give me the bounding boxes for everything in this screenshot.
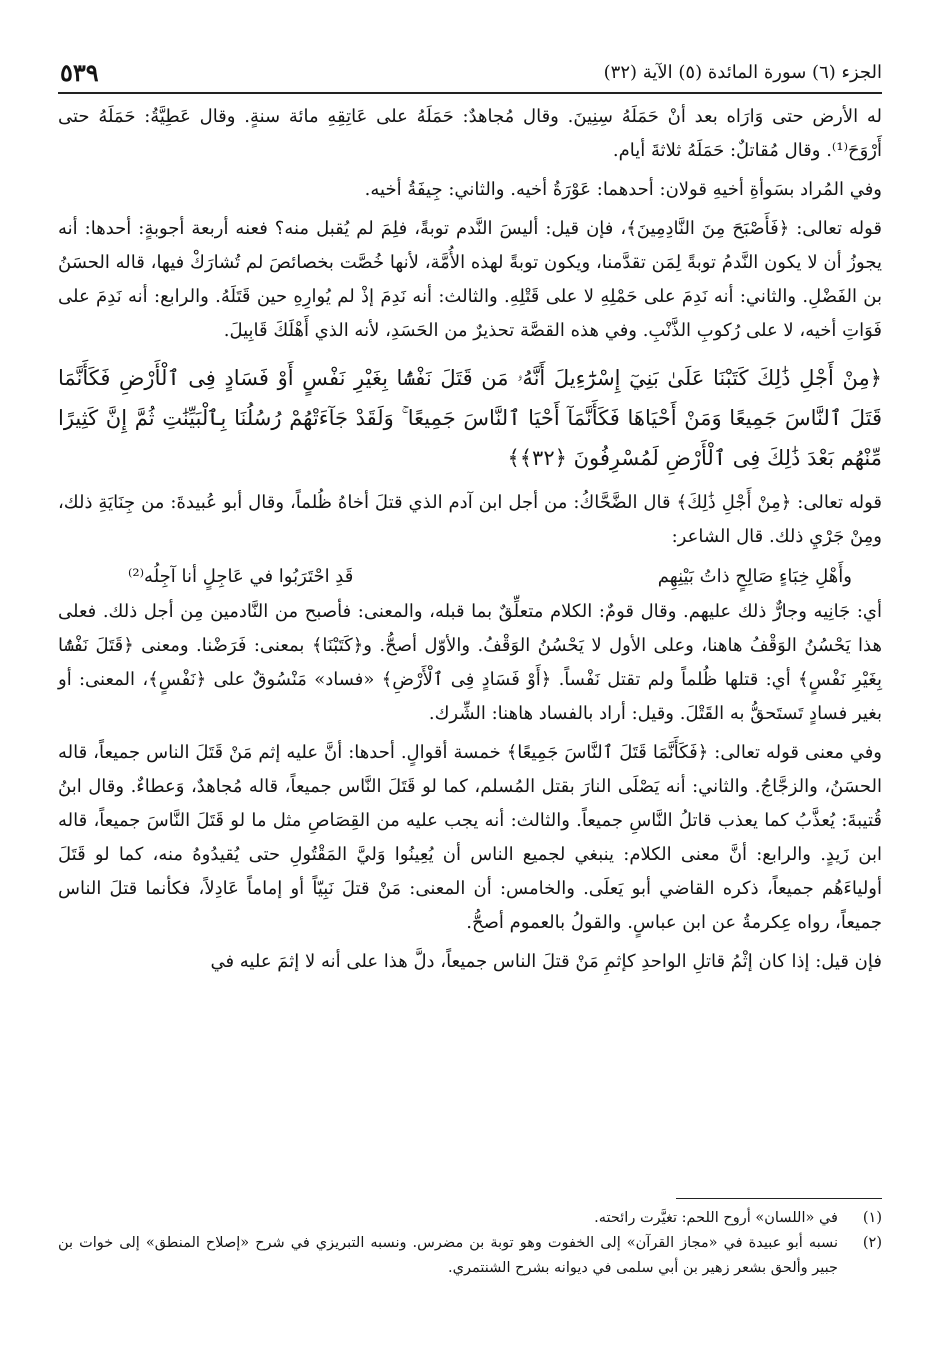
footnote-number: (١) [862, 1210, 882, 1226]
paragraph: له الأرض حتى وَارَاه بعد أنْ حَمَلَهُ سِنِينَ. وقال مُجاهدٌ: حَمَلَهُ على عَاتِقِهِ مائة سنةٍ. وقال عَطِيَّةُ: حَمَلَهُ حتى أَرْوَحَ⁽¹⁾. وقال مُقاتلٌ: حَمَلَهُ ثلاثةَ أيام. [58, 106, 882, 161]
footnote-rule [676, 1198, 882, 1199]
poem-hemistich-first: وأَهْلِ خِبَاءٍ صَالِحٍ ذاتُ بَيْنِهِم [657, 566, 852, 587]
quran-verse: ﴿مِنْ أَجْلِ ذَٰلِكَ كَتَبْنَا عَلَىٰ بَنِيٓ إِسْرَٰٓءِيلَ أَنَّهُۥ مَن قَتَلَ نَفْسًۢا بِغَيْرِ نَفْسٍ أَوْ فَسَادٍ فِى ٱلْأَرْضِ فَكَأَنَّمَا قَتَلَ ٱلنَّاسَ جَمِيعًا وَمَنْ أَحْيَاهَا فَكَأَنَّمَآ أَحْيَا ٱلنَّاسَ جَمِيعًا ۚ وَلَقَدْ جَآءَتْهُمْ رُسُلُنَا بِٱلْبَيِّنَٰتِ ثُمَّ إِنَّ كَثِيرًا مِّنْهُم بَعْدَ ذَٰلِكَ فِى ٱلْأَرْضِ لَمُسْرِفُونَ ﴿٣٢﴾﴾ [58, 366, 882, 470]
paragraph: فإن قيل: إذا كان إثْمُ قاتلِ الواحدِ كإثمِ مَنْ قتلَ الناس جميعاً، دلَّ هذا على أنه لا إثمَ عليه في [210, 951, 882, 972]
running-header-title: الجزء (٦) سورة المائدة (٥) الآية (٣٢) [603, 62, 882, 83]
paragraph: قوله تعالى: ﴿فَأَصْبَحَ مِنَ النَّادِمِينَ﴾، فإن قيل: أليسَ النَّدم توبةً، فلِمَ لم يُقبل منه؟ فعنه أربعة أجوبةٍ: أحدها: أنه يجوزُ أن لا يكون النَّدمُ توبةً لِمَن تقدَّمنا، ويكون توبةً لهذه الأُمَّة، لأنها خُصَّت بخصائصَ لم تُشارَكْ فيها، قاله الحسَنُ بن الفَضْلِ. والثاني: أنه نَدِمَ على حَمْلِهِ لا على قَتْلِهِ. والثالث: أنه نَدِمَ إذْ لم يُوارِهِ حين قَتَلَهُ. والرابع: أنه نَدِمَ على فَوَاتِ أخيه، لا على رُكوبِ الذَّنْبِ. وفي هذه القصَّة تحذيرٌ من الحَسَدِ، لأنه الذي أَهْلَكَ قَابِيلَ. [58, 218, 882, 341]
footnote [58, 1231, 882, 1281]
footnote-number: (٢) [862, 1235, 882, 1251]
page-header [58, 58, 882, 90]
footnote [58, 1206, 882, 1231]
paragraph: أي: جَانِيه وجارٌّ ذلك عليهم. وقال قومٌ: الكلام متعلِّقٌ بما قبله، والمعنى: فأصبح من النَّادمين مِن أجل ذلك. فعلى هذا يَحْسُنُ الوَقْفُ هاهنا، وعلى الأول لا يَحْسُنُ الوَقْفُ. والأوّل أصحُّ. و﴿كَتَبْنَا﴾ بمعنى: فَرَضْنا. ومعنى ﴿قَتَلَ نَفْسًۢا بِغَيْرِ نَفْسٍ﴾ أي: قتلها ظُلماً ولم تقتل نَفْساً. ﴿أَوْ فَسَادٍ فِى ٱلْأَرْضِ﴾ «فساد» مَنْسُوقٌ على ﴿نَفْسٍ﴾، المعنى: أو بغير فسادٍ تَستَحقُّ به القَتْلَ. وقيل: أراد بالفساد هاهنا: الشِّرك. [58, 601, 882, 724]
footnote-text: نسبه أبو عبيدة في «مجاز القرآن» إلى الخفوت وهو توبة بن مضرس. ونسبه التبريزي في شرح «إصلاح المنطق» إلى خوات بن جبير وألحق بشعر زهير بن أبي سلمى في ديوانه بشرح الشنتمري. [58, 1235, 838, 1276]
paragraph: وفي المُراد بسَوأةِ أخيهِ قولان: أحدهما: عَوْرَةُ أخيه. والثاني: جِيفَةُ أخيه. [364, 179, 882, 200]
paragraph: قوله تعالى: ﴿مِنْ أَجْلِ ذَٰلِكَ﴾ قال الضَّحَّاكُ: من أجل ابن آدم الذي قتلَ أخاهُ ظُلماً، وقال أبو عُبيدةَ: من جِنَايَةِ ذلك، ومِنْ جَرْيِ ذلك. قال الشاعر: [58, 492, 882, 547]
poem-hemistich-second: قَدِ احْتَرَبُوا في عَاجِلٍ أنا آجِلُه⁽²⁾ [128, 566, 354, 587]
footnotes [58, 1206, 882, 1281]
paragraph: وفي معنى قوله تعالى: ﴿فَكَأَنَّمَا قَتَلَ ٱلنَّاسَ جَمِيعًا﴾ خمسة أقوالٍ. أحدها: أنَّ عليه إثم مَنْ قَتَلَ الناس جميعاً، قاله الحسَنُ، والزجَّاجُ. والثاني: أنه يَصْلَى النارَ بقتل المُسلم، كما لو قَتَلَ النَّاس جميعاً، قاله مُجاهدٌ، وَعطاءٌ. وقال ابنُ قُتيبةَ: يُعذَّبُ كما يعذب قاتلُ النَّاسِ جميعاً. والثالث: أنه يجب عليه من القِصَاصِ مثل ما لو قَتَلَ النَّاسَ جميعاً، قاله ابن زَيدٍ. والرابع: أنَّ معنى الكلام: ينبغي لجميع الناس أن يُعِينُوا وَليَّ المَقْتُولِ حتى يُقيدُوهُ منه، كما لو قَتَلَ أولياءَهُم جميعاً، ذكره القاضي أبو يَعلَى. والخامس: أن المعنى: مَنْ قتلَ نَبِيّاً أو إماماً عَادِلاً، فكأنما قتلَ الناس جميعاً، رواه عِكرمةُ عن ابن عباسٍ. والقولُ بالعموم أصحُّ. [58, 742, 882, 933]
poem-line [58, 559, 882, 595]
main-text [58, 100, 882, 984]
header-rule [58, 92, 882, 94]
page-number: ٥٣٩ [60, 58, 99, 87]
footnote-text: في «اللسان» أروح اللحم: تغيَّرت رائحته. [594, 1210, 838, 1226]
